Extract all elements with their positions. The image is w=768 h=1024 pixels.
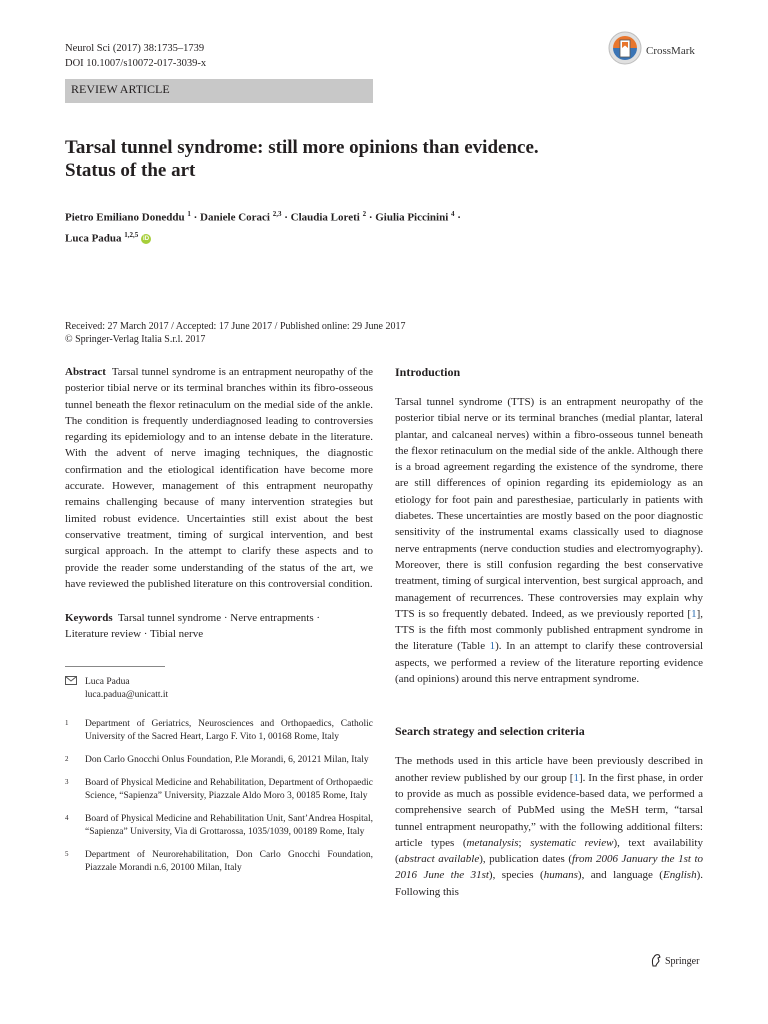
affiliation-text: Department of Neurorehabilitation, Don Carlo Gnocchi Foundation, Piazzale Morandi n.6, 20100 Milan, Italy [85, 849, 373, 873]
abstract-label: Abstract [65, 366, 106, 378]
citation-link[interactable]: 1 [573, 771, 579, 784]
corresponding-author [65, 676, 373, 702]
affiliation-text: Board of Physical Medicine and Rehabilitation, Department of Orthopaedic Science, “Sapienza” University, Piazzale Aldo Moro 3, 00185 Rome, Italy [85, 777, 373, 801]
crossmark-badge[interactable] [608, 31, 695, 70]
right-column [395, 364, 703, 900]
search-italic: systematic review [530, 836, 614, 849]
search-text: ), publication dates ( [479, 853, 573, 866]
affiliation-item [65, 813, 373, 839]
author-name[interactable]: Claudia Loreti [290, 211, 360, 224]
keyword-separator: · [316, 612, 321, 625]
search-italic: from 2006 January the 1st to 2016 June the 31st [395, 853, 704, 882]
publisher-name: Springer [665, 956, 700, 967]
keyword: Literature review [65, 628, 142, 641]
article-type-banner: REVIEW ARTICLE [65, 79, 373, 103]
search-italic: metanalysis [466, 836, 519, 849]
affiliation-number: 1 [65, 718, 69, 727]
publisher-logo [650, 953, 699, 970]
author-affiliation-sup: 4 [451, 210, 455, 218]
springer-horse-icon [650, 953, 662, 970]
dates-line: Received: 27 March 2017 / Accepted: 17 June 2017 / Published online: 29 June 2017 [65, 321, 406, 332]
author-affiliation-sup: 1 [187, 210, 191, 218]
affiliation-item [65, 718, 373, 744]
search-text: ), text availability ( [395, 836, 703, 866]
orcid-icon[interactable]: iD [143, 235, 150, 242]
introduction-paragraph [395, 394, 703, 687]
article-title: Tarsal tunnel syndrome: still more opinions than evidence. Status of the art [65, 137, 539, 181]
footnote-divider [65, 666, 165, 667]
keyword: Tibial nerve [150, 628, 204, 641]
keyword: Nerve entrapments [230, 612, 314, 625]
search-text: ), species ( [488, 869, 544, 882]
keyword-separator: · [223, 612, 228, 625]
author-list [65, 206, 705, 247]
envelope-icon [65, 676, 77, 702]
table-link[interactable]: 1 [489, 640, 496, 653]
author-name[interactable]: Pietro Emiliano Doneddu [65, 211, 185, 224]
affiliation-text: Department of Geriatrics, Neurosciences and Orthopaedics, Catholic University of the Sacred Heart, Largo F. Vito 1, 00168 Rome, Italy [85, 718, 373, 742]
affiliation-number: 4 [65, 813, 69, 822]
journal-reference [65, 41, 206, 71]
search-italic: English [662, 869, 697, 882]
abstract [65, 364, 373, 592]
search-text: ). Following this [395, 869, 704, 898]
author-name[interactable]: Daniele Coraci [200, 211, 270, 224]
author-separator: · [193, 211, 198, 224]
author-name[interactable]: Giulia Piccinini [375, 211, 449, 224]
keyword-separator: · [143, 628, 148, 641]
search-italic: humans [543, 869, 578, 882]
crossmark-label: CrossMark [646, 44, 695, 57]
affiliation-item [65, 754, 373, 767]
intro-text: ], TTS is the fifth most commonly published entrapment syndrome in the literature (Table [395, 607, 703, 653]
search-strategy-paragraph [395, 753, 703, 900]
keywords-label: Keywords [65, 612, 113, 625]
author-name[interactable]: Luca Padua [65, 232, 122, 245]
intro-text: ). In an attempt to clarify these controversial aspects, we performed a review of the literature reporting evidence (and opinions) around this nerve entrapment syndrome. [395, 640, 704, 686]
intro-text: Tarsal tunnel syndrome (TTS) is an entrapment neuropathy of the posterior tibial nerve or its terminal branches (medial plantar, lateral plantar, and calcaneal nerves) within a fibro-osseous tunnel beneath the flexor retinaculum on the medial side of the ankle. Although there is a broad agreement regarding the existence of the syndrome, there are still differences of opinion regarding its epidemiology as an etiology for foot pain and paresthesiae, particularly in patients with diabetes. These uncertainties are mostly based on the poor diagnostic sensitivity of the instrumental exams classically used to diagnose nerve entrapments (nerve conduction studies and electromyography). Moreover, there is still confusion regarding the best conservative treatment, timing of surgical intervention, best surgical approach, and management of recurrences. These controversies may explain why TTS is so frequently debated. Indeed, as we previously reported [ [395, 396, 703, 620]
author-separator: · [457, 211, 461, 224]
contact-email[interactable]: luca.padua@unicatt.it [85, 689, 169, 700]
affiliation-text: Don Carlo Gnocchi Onlus Foundation, P.le Morandi, 6, 20121 Milan, Italy [85, 754, 369, 765]
introduction-heading: Introduction [395, 365, 461, 379]
affiliation-item [65, 777, 373, 803]
left-column [65, 364, 373, 885]
author-affiliation-sup: 2 [362, 210, 367, 218]
author-separator: · [368, 211, 373, 224]
author-affiliation-sup: 1,2,5 [124, 230, 139, 239]
affiliation-list [65, 718, 373, 875]
publication-dates [65, 320, 406, 346]
search-strategy-heading: Search strategy and selection criteria [395, 724, 585, 739]
crossmark-icon [608, 31, 642, 70]
affiliation-number: 2 [65, 754, 69, 763]
affiliation-number: 5 [65, 849, 69, 858]
search-text: ]. In the first phase, in order to provide as much as possible evidence-based data, we performed a comprehensive search of PubMed using the MeSH term, “tarsal tunnel entrapment neuropathy,” with the following additional filters: article types ( [395, 771, 703, 849]
keyword: Tarsal tunnel syndrome [117, 612, 222, 625]
journal-line: Neurol Sci (2017) 38:1735–1739 [65, 43, 205, 54]
search-text: ; [518, 836, 531, 849]
keywords [65, 610, 373, 643]
citation-link[interactable]: 1 [691, 607, 697, 620]
author-affiliation-sup: 2,3 [272, 210, 282, 218]
copyright-line: © Springer-Verlag Italia S.r.l. 2017 [65, 334, 206, 345]
search-text: The methods used in this article have been previously described in another review published by our group [ [395, 755, 703, 784]
affiliation-text: Board of Physical Medicine and Rehabilitation Unit, Sant’Andrea Hospital, “Sapienza” University, Via di Grottarossa, 1035/1039, 00189 Rome, Italy [85, 813, 373, 837]
contact-name: Luca Padua [85, 676, 130, 687]
doi-line: DOI 10.1007/s10072-017-3039-x [65, 58, 207, 69]
author-separator: · [284, 211, 288, 224]
search-text: ), and language ( [577, 869, 663, 882]
abstract-text: Tarsal tunnel syndrome is an entrapment neuropathy of the posterior tibial nerve or its terminal branches within its fibro-osseous tunnel beneath the flexor retinaculum on the medial side of the ankle. The condition is frequently underdiagnosed leading to controversies regarding its epidemiology and to an intense debate in the literature. With the advent of nerve imaging techniques, the diagnostic confirmation and the etiological identification have become more accurate. However, management of this entrapment neuropathy remains challenging because of many intervention strategies but limited robust evidence. Uncertainties still exist about the best conservative treatment, timing of surgical intervention, and best surgical approach. In the attempt to clarify these aspects and to provide the reader some understanding of the status of the art, we have reviewed the published literature on this controversial condition. [65, 366, 373, 590]
search-italic: abstract available [398, 853, 480, 866]
affiliation-item [65, 849, 373, 875]
affiliation-number: 3 [65, 777, 69, 786]
